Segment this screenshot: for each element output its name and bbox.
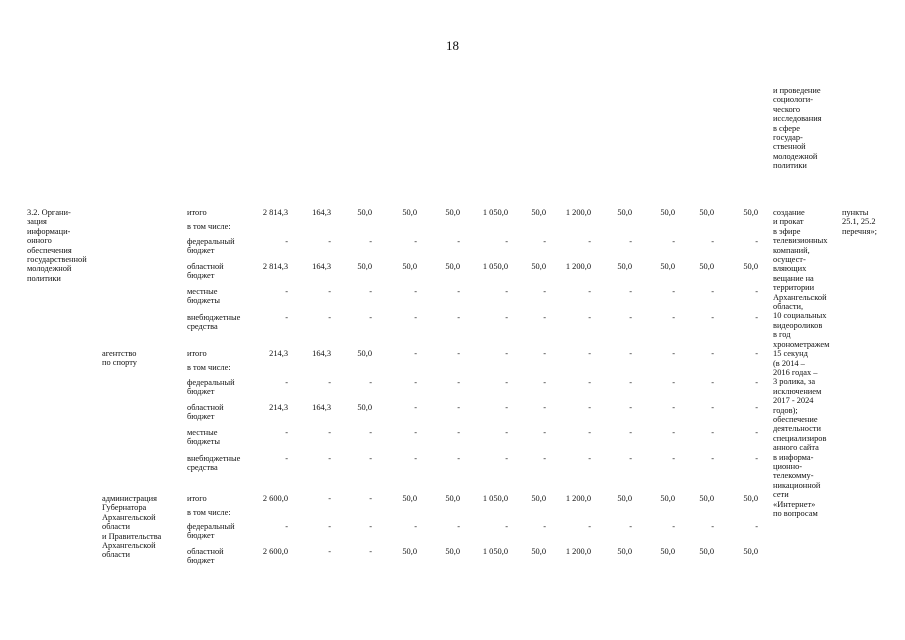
result-text-line: ционно- <box>773 461 803 471</box>
value-cell: - <box>328 494 331 503</box>
value-cell: - <box>505 403 508 412</box>
value-cell: - <box>505 287 508 296</box>
value-cell: - <box>457 428 460 437</box>
value-cell: 1 200,0 <box>565 208 591 217</box>
result-text-line: телекомму- <box>773 471 814 481</box>
value-cell: - <box>414 403 417 412</box>
value-cell: - <box>672 403 675 412</box>
value-cell: 214,3 <box>269 403 288 412</box>
top-note-line: исследования <box>773 114 822 124</box>
row-label <box>187 403 224 422</box>
value-cell: - <box>414 349 417 358</box>
value-cell: - <box>457 403 460 412</box>
value-cell: - <box>369 237 372 246</box>
row-label-line: бюджет <box>187 271 215 281</box>
row-label-line: бюджеты <box>187 437 221 447</box>
items-ref <box>842 208 877 236</box>
row-label <box>187 428 220 447</box>
value-cell: 50,0 <box>445 208 460 217</box>
row-label-line: бюджет <box>187 387 215 397</box>
row-label <box>187 508 231 517</box>
value-cell: - <box>457 378 460 387</box>
row-label <box>187 363 231 372</box>
value-cell: - <box>672 287 675 296</box>
value-cell: - <box>588 287 591 296</box>
result-text-line: территории <box>773 283 815 293</box>
top-note-line: социологи- <box>773 95 814 105</box>
row-label-line: в том числе: <box>187 363 231 372</box>
value-cell: - <box>328 237 331 246</box>
top-note-line: ственной <box>773 142 806 152</box>
result-text-line: 2016 годах – <box>773 367 818 377</box>
result-text-line: обеспечение <box>773 414 818 424</box>
value-cell: - <box>505 428 508 437</box>
row-label-line: областной <box>187 547 224 556</box>
value-cell: - <box>285 454 288 463</box>
value-cell: - <box>588 403 591 412</box>
section-title-line: зация <box>27 217 47 227</box>
value-cell: 50,0 <box>743 208 758 217</box>
value-cell: 50,0 <box>402 208 417 217</box>
items-ref-line: пункты <box>842 208 869 217</box>
row-label-line: бюджеты <box>187 296 221 306</box>
value-cell: - <box>543 287 546 296</box>
value-cell: - <box>711 428 714 437</box>
value-cell: 50,0 <box>660 547 675 556</box>
value-cell: - <box>543 522 546 531</box>
result-text-line: видеороликов <box>773 320 823 330</box>
value-cell: - <box>755 522 758 531</box>
value-cell: - <box>328 547 331 556</box>
result-text-line: по вопросам <box>773 509 818 518</box>
result-text-line: в год <box>773 330 791 340</box>
value-cell: - <box>369 454 372 463</box>
result-text-line: 15 секунд <box>773 349 808 359</box>
result-text-line: никационной <box>773 480 821 490</box>
value-cell: - <box>369 547 372 556</box>
value-cell: - <box>285 428 288 437</box>
value-cell: - <box>629 454 632 463</box>
value-cell: - <box>328 428 331 437</box>
value-cell: 1 200,0 <box>565 262 591 271</box>
value-cell: - <box>629 313 632 322</box>
result-text-line: деятельности <box>773 424 821 434</box>
row-label-line: федеральный <box>187 522 235 531</box>
section-title-line: молодежной <box>27 264 72 274</box>
value-cell: 164,3 <box>312 262 331 271</box>
result-text-line: компаний, <box>773 245 810 255</box>
result-text-line: в информа- <box>773 452 814 462</box>
value-cell: 1 050,0 <box>482 547 508 556</box>
value-cell: - <box>414 378 417 387</box>
value-cell: - <box>543 237 546 246</box>
value-cell: - <box>369 378 372 387</box>
value-cell: - <box>672 454 675 463</box>
value-cell: - <box>711 378 714 387</box>
value-cell: 164,3 <box>312 208 331 217</box>
value-cell: 1 050,0 <box>482 494 508 503</box>
value-cell: 2 814,3 <box>262 208 288 217</box>
top-note-line: и проведение <box>773 86 821 95</box>
value-cell: - <box>543 349 546 358</box>
executor-admin <box>102 494 161 560</box>
result-text-line: «Интернет» <box>773 499 816 509</box>
value-cell: - <box>285 378 288 387</box>
value-cell: - <box>711 454 714 463</box>
value-cell: - <box>755 349 758 358</box>
value-cell: - <box>755 237 758 246</box>
items-ref-line: перечня»; <box>842 226 877 236</box>
row-label-line: итого <box>187 208 207 217</box>
value-cell: - <box>369 313 372 322</box>
value-cell: 50,0 <box>660 262 675 271</box>
value-cell: 2 814,3 <box>262 262 288 271</box>
value-cell: - <box>457 349 460 358</box>
row-label-line: областной <box>187 262 224 271</box>
value-cell: - <box>543 454 546 463</box>
result-text-line: Архангельской <box>773 292 827 302</box>
value-cell: 50,0 <box>445 547 460 556</box>
value-cell: 214,3 <box>269 349 288 358</box>
value-cell: - <box>711 237 714 246</box>
value-cell: - <box>414 287 417 296</box>
value-cell: - <box>457 454 460 463</box>
row-label-line: местные <box>187 428 218 437</box>
value-cell: 50,0 <box>617 494 632 503</box>
value-cell: 50,0 <box>357 403 372 412</box>
value-cell: - <box>755 428 758 437</box>
row-label-line: бюджет <box>187 531 215 541</box>
executor-sport-line: агентство <box>102 349 137 358</box>
value-cell: - <box>672 522 675 531</box>
value-cell: - <box>755 378 758 387</box>
value-cell: - <box>711 349 714 358</box>
value-cell: - <box>369 522 372 531</box>
executor-admin-line: Архангельской <box>102 512 156 522</box>
row-label <box>187 494 207 503</box>
page-number: 18 <box>446 38 459 53</box>
value-cell: 50,0 <box>743 547 758 556</box>
value-cell: - <box>629 428 632 437</box>
row-label-line: в том числе: <box>187 222 231 231</box>
value-cell: - <box>588 313 591 322</box>
value-cell: - <box>629 378 632 387</box>
result-text-line: вещание на <box>773 273 814 283</box>
value-cell: 50,0 <box>617 262 632 271</box>
value-cell: - <box>414 313 417 322</box>
value-cell: 50,0 <box>617 208 632 217</box>
row-label-line: итого <box>187 349 207 358</box>
value-cell: 164,3 <box>312 349 331 358</box>
value-cell: - <box>505 454 508 463</box>
value-cell: 50,0 <box>402 262 417 271</box>
row-label <box>187 287 220 306</box>
executor-admin-line: Архангельской <box>102 541 156 551</box>
result-text-line: годов); <box>773 405 798 415</box>
value-cell: - <box>328 522 331 531</box>
value-cell: - <box>369 494 372 503</box>
value-cell: - <box>505 313 508 322</box>
value-cell: - <box>369 428 372 437</box>
executor-sport-line: по спорту <box>102 358 137 368</box>
row-label-line: средства <box>187 322 218 332</box>
value-cell: - <box>457 313 460 322</box>
value-cell: 2 600,0 <box>262 547 288 556</box>
value-cell: - <box>328 287 331 296</box>
value-cell: 50,0 <box>660 208 675 217</box>
result-text-line: 3 ролика, за <box>773 377 816 387</box>
result-text-line: создание <box>773 208 805 217</box>
row-label-line: федеральный <box>187 378 235 387</box>
value-cell: - <box>505 349 508 358</box>
value-cell: - <box>543 313 546 322</box>
value-cell: 50,0 <box>660 494 675 503</box>
value-cell: 50,0 <box>402 547 417 556</box>
value-cell: 1 200,0 <box>565 494 591 503</box>
value-cell: - <box>711 522 714 531</box>
value-cell: 1 050,0 <box>482 262 508 271</box>
value-cell: 50,0 <box>445 494 460 503</box>
executor-admin-line: администрация <box>102 494 157 503</box>
result-text-line: исключением <box>773 386 822 396</box>
value-cell: - <box>543 378 546 387</box>
value-cell: 50,0 <box>699 494 714 503</box>
value-cell: 50,0 <box>531 547 546 556</box>
value-cell: - <box>672 378 675 387</box>
top-note-line: государ- <box>773 133 803 143</box>
value-cell: 1 200,0 <box>565 547 591 556</box>
row-label-line: бюджет <box>187 556 215 566</box>
value-cell: - <box>457 522 460 531</box>
result-text-line: телевизионных <box>773 236 828 246</box>
top-note-line: в сфере <box>773 123 800 133</box>
value-cell: - <box>755 403 758 412</box>
value-cell: 50,0 <box>357 349 372 358</box>
result-text-line: специализиров <box>773 433 827 443</box>
row-label-line: областной <box>187 403 224 412</box>
executor-admin-line: области <box>102 522 130 532</box>
row-label <box>187 547 224 566</box>
executor-admin-line: области <box>102 550 130 560</box>
row-label-line: бюджет <box>187 246 215 256</box>
top-note-line: политики <box>773 161 807 171</box>
result-text-line: (в 2014 – <box>773 358 805 368</box>
value-cell: 164,3 <box>312 403 331 412</box>
value-cell: - <box>588 428 591 437</box>
value-cell: - <box>629 237 632 246</box>
value-cell: 50,0 <box>699 262 714 271</box>
result-text-line: и прокат <box>773 217 804 227</box>
result-text <box>773 208 829 518</box>
value-cell: 50,0 <box>617 547 632 556</box>
value-cell: - <box>505 522 508 531</box>
value-cell: - <box>711 287 714 296</box>
value-cell: - <box>629 349 632 358</box>
value-cell: 50,0 <box>699 208 714 217</box>
value-cell: - <box>629 287 632 296</box>
row-label <box>187 349 207 358</box>
value-cell: - <box>672 428 675 437</box>
value-cell: - <box>588 349 591 358</box>
items-ref-line: 25.1, 25.2 <box>842 217 876 227</box>
section-title-line: онного <box>27 236 52 246</box>
row-label-line: итого <box>187 494 207 503</box>
row-label-line: в том числе: <box>187 508 231 517</box>
result-text-line: 10 социальных <box>773 311 827 321</box>
value-cell: 50,0 <box>531 262 546 271</box>
value-cell: - <box>414 428 417 437</box>
value-cell: 50,0 <box>402 494 417 503</box>
value-cell: 50,0 <box>531 208 546 217</box>
value-cell: - <box>543 428 546 437</box>
value-cell: - <box>711 313 714 322</box>
value-cell: - <box>285 237 288 246</box>
result-text-line: 2017 - 2024 <box>773 396 814 406</box>
section-title-line: обеспечения <box>27 245 72 255</box>
executor-admin-line: Губернатора <box>102 503 147 513</box>
result-text-line: области, <box>773 302 804 312</box>
value-cell: 50,0 <box>699 547 714 556</box>
value-cell: 2 600,0 <box>262 494 288 503</box>
row-label-line: средства <box>187 463 218 473</box>
value-cell: - <box>629 403 632 412</box>
row-label-line: федеральный <box>187 237 235 246</box>
executor-sport <box>102 349 137 368</box>
value-cell: - <box>588 522 591 531</box>
value-cell: - <box>755 454 758 463</box>
value-cell: - <box>369 287 372 296</box>
row-label-line: местные <box>187 287 218 296</box>
result-text-line: сети <box>773 490 789 500</box>
row-label <box>187 262 224 281</box>
value-cell: - <box>328 378 331 387</box>
value-cell: - <box>755 287 758 296</box>
section-title-line: политики <box>27 273 61 283</box>
value-cell: 50,0 <box>357 262 372 271</box>
value-cell: - <box>505 237 508 246</box>
value-cell: - <box>457 287 460 296</box>
row-label <box>187 222 231 231</box>
section-title-line: 3.2. Органи- <box>27 208 71 217</box>
value-cell: - <box>414 237 417 246</box>
value-cell: - <box>672 349 675 358</box>
top-note-line: молодежной <box>773 151 818 161</box>
value-cell: 50,0 <box>743 262 758 271</box>
value-cell: - <box>414 454 417 463</box>
top-note-line: ческого <box>773 104 801 114</box>
value-cell: - <box>328 454 331 463</box>
result-text-line: хронометражем <box>773 339 830 349</box>
top-note <box>773 86 822 171</box>
value-cell: - <box>285 313 288 322</box>
value-cell: - <box>629 522 632 531</box>
value-cell: - <box>711 403 714 412</box>
row-label <box>187 208 207 217</box>
value-cell: 50,0 <box>357 208 372 217</box>
value-cell: - <box>543 403 546 412</box>
result-text-line: осущест- <box>773 255 806 265</box>
row-label-line: внебюджетные <box>187 454 241 463</box>
result-text-line: анного сайта <box>773 443 819 453</box>
value-cell: - <box>328 313 331 322</box>
value-cell: - <box>672 313 675 322</box>
section-title-line: государственной <box>27 255 87 265</box>
value-cell: - <box>285 522 288 531</box>
section-title-line: информаци- <box>27 226 71 236</box>
section-title <box>27 208 87 283</box>
value-cell: - <box>414 522 417 531</box>
value-cell: - <box>285 287 288 296</box>
value-cell: - <box>588 454 591 463</box>
value-cell: - <box>505 378 508 387</box>
value-cell: 50,0 <box>531 494 546 503</box>
value-cell: - <box>755 313 758 322</box>
value-cell: 1 050,0 <box>482 208 508 217</box>
value-cell: 50,0 <box>743 494 758 503</box>
executor-admin-line: и Правительства <box>102 531 162 541</box>
result-text-line: вляющих <box>773 264 807 274</box>
row-label-line: бюджет <box>187 412 215 422</box>
value-cell: 50,0 <box>445 262 460 271</box>
value-cell: - <box>457 237 460 246</box>
value-cell: - <box>588 378 591 387</box>
row-label-line: внебюджетные <box>187 313 241 322</box>
value-cell: - <box>672 237 675 246</box>
result-text-line: в эфире <box>773 226 801 236</box>
value-cell: - <box>588 237 591 246</box>
